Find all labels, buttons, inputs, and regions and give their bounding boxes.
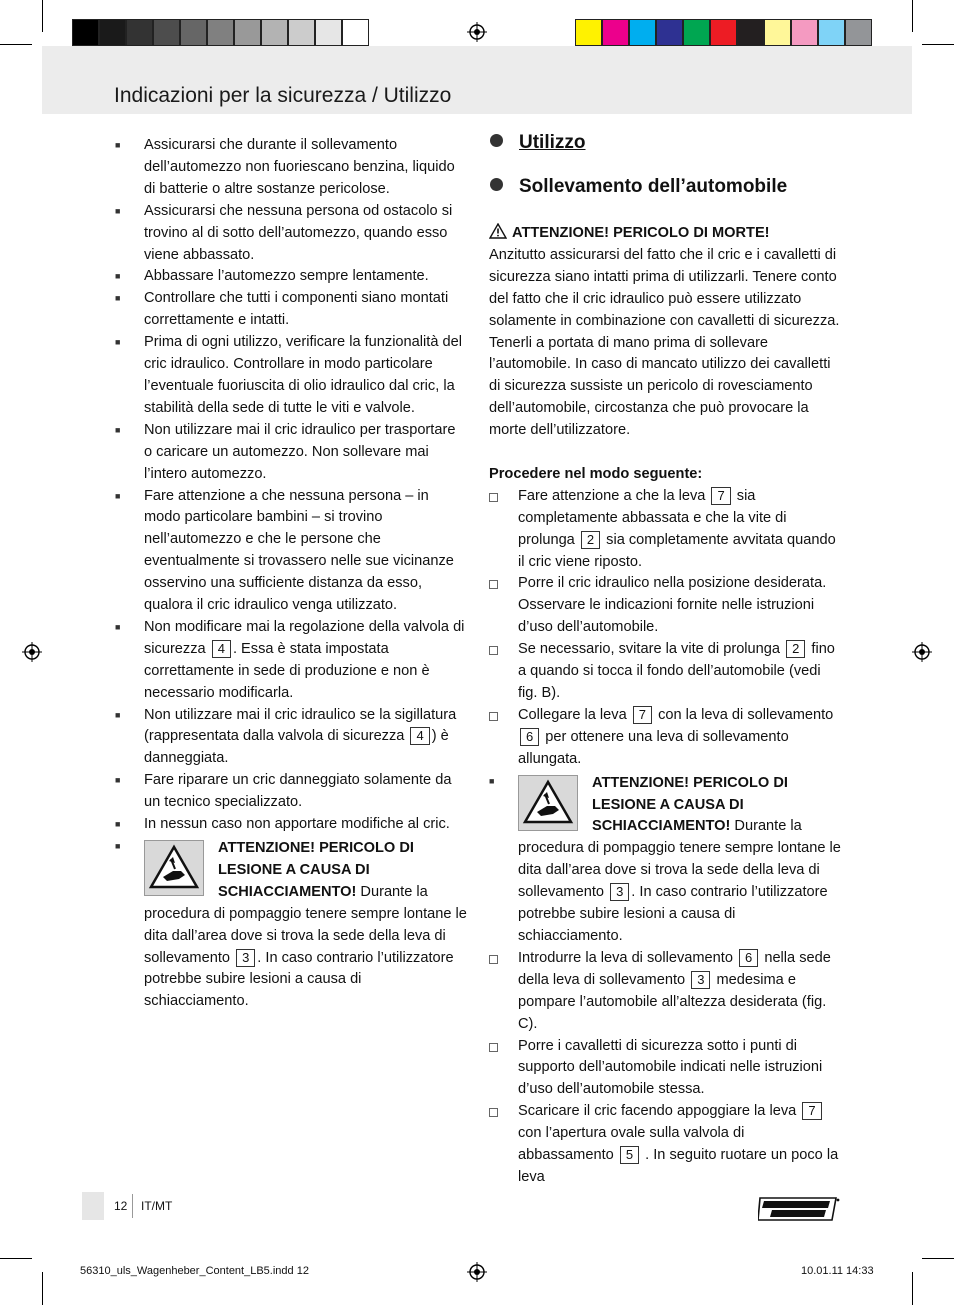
safety-list-item	[115, 201, 467, 267]
square-bullet-icon: ■	[115, 337, 121, 348]
square-bullet-icon: ■	[115, 205, 121, 216]
crop-mark	[0, 44, 32, 45]
step-text: Porre il cric idraulico nella posizione desiderata. Osservare le indicazioni fornite nelle istruzioni d’uso dell’automobile.	[518, 575, 827, 636]
right-column	[489, 223, 841, 1189]
color-swatch	[737, 19, 764, 46]
ultimate-speed-logo-icon	[758, 1196, 840, 1222]
hand-crush-warning-icon	[518, 775, 578, 831]
checkbox-bullet-icon	[489, 646, 498, 655]
part-number-ref: 7	[711, 487, 730, 505]
square-bullet-icon: ■	[115, 424, 121, 435]
item-text: Abbassare l’automezzo sempre lentamente.	[144, 268, 429, 285]
page-number-tab	[82, 1192, 104, 1220]
warning-title: ATTENZIONE! PERICOLO DI LESIONE A CAUSA DI SCHIACCIAMENTO!	[592, 774, 788, 835]
color-swatch	[72, 19, 99, 46]
part-number-ref: 7	[633, 706, 652, 724]
grayscale-color-bar	[72, 19, 369, 46]
warning-text: Durante la procedura di pompaggio tenere sempre lontane le dita dall’area dove si trova la sede della leva di sollevamento	[518, 818, 841, 901]
crush-warning-item	[489, 771, 841, 948]
part-number-ref: 3	[610, 883, 629, 901]
section-heading-utilizzo: Utilizzo	[490, 132, 586, 154]
step-text: con la leva di sollevamento	[658, 706, 834, 723]
registration-mark-icon	[912, 642, 932, 662]
step-text: sia completamente avvitata quando il cric viene riposto.	[518, 531, 836, 570]
step-text: Porre i cavalletti di sicurezza sotto i punti di supporto dell’automobile indicati nelle istruzioni d’uso dell’automobile stessa.	[518, 1037, 823, 1098]
safety-list-item	[115, 288, 467, 332]
step-text: per ottenere una leva di sollevamento allungata.	[518, 728, 789, 767]
checkbox-bullet-icon	[489, 712, 498, 721]
square-bullet-icon: ■	[115, 775, 121, 786]
step-text: Scaricare il cric facendo appoggiare la leva	[518, 1103, 797, 1120]
registration-mark-icon	[467, 1262, 487, 1282]
color-swatch	[99, 19, 126, 46]
checkbox-bullet-icon	[489, 1108, 498, 1117]
color-swatch	[656, 19, 683, 46]
crop-mark	[42, 0, 43, 32]
color-swatch	[845, 19, 872, 46]
color-swatch	[288, 19, 315, 46]
procedure-step	[489, 948, 841, 1036]
warning-title: ATTENZIONE! PERICOLO DI LESIONE A CAUSA DI SCHIACCIAMENTO!	[218, 840, 414, 900]
item-text: Non utilizzare mai il cric idraulico se la sigillatura (rappresentata dalla valvola di sicurezza	[144, 706, 457, 745]
item-text: . Essa è stata impostata correttamente in sede di produzione e non è necessario modificarla.	[144, 640, 430, 701]
part-number-ref: 4	[212, 640, 231, 658]
step-text: con l’apertura ovale sulla valvola di abbassamento	[518, 1125, 745, 1164]
step-text: medesima e pompare l’automobile all’altezza desiderata (fig. C).	[518, 971, 827, 1032]
safety-list-item	[115, 705, 467, 771]
square-bullet-icon: ■	[115, 621, 121, 632]
slug-timestamp: 10.01.11 14:33	[801, 1265, 874, 1277]
part-number-ref: 2	[581, 531, 600, 549]
page-number: 12	[114, 1199, 128, 1213]
checkbox-bullet-icon	[489, 493, 498, 502]
slug-file-info: 56310_uls_Wagenheber_Content_LB5.indd 12	[80, 1265, 309, 1277]
crush-warning-item	[115, 836, 467, 1013]
part-number-ref: 7	[802, 1102, 821, 1120]
color-swatch	[126, 19, 153, 46]
registration-mark-icon	[467, 22, 487, 42]
part-number-ref: 3	[691, 971, 710, 989]
crop-mark	[912, 1272, 913, 1305]
step-text: Introdurre la leva di sollevamento	[518, 949, 733, 966]
warning-body	[144, 836, 467, 1013]
item-text: Assicurarsi che durante il sollevamento dell’automezzo non fuoriescano benzina, liquido di batterie o altre sostanze pericolose.	[144, 137, 455, 197]
section-bullet-icon	[490, 178, 503, 191]
language-code: IT/MT	[141, 1199, 173, 1213]
color-swatch	[629, 19, 656, 46]
item-text: Prima di ogni utilizzo, verificare la funzionalità del cric idraulico. Controllare in modo particolare l’eventuale fuoriuscita di olio idraulico dal cric, la stabilità della sede di tutte le viti e valvole.	[144, 334, 462, 416]
color-swatch	[315, 19, 342, 46]
safety-list-item	[115, 814, 467, 836]
safety-list-item	[115, 617, 467, 705]
item-text: Assicurarsi che nessuna persona od ostacolo si trovino al di sotto dell’automezzo, quando esso viene abbassato.	[144, 202, 453, 263]
square-bullet-icon: ■	[115, 293, 121, 304]
warning-triangle-icon	[489, 223, 507, 239]
safety-list-item	[115, 770, 467, 814]
crop-mark	[0, 1258, 32, 1259]
safety-list-item	[115, 135, 467, 201]
part-number-ref: 3	[236, 949, 255, 967]
item-text: Non modificare mai la regolazione della valvola di sicurezza	[144, 618, 465, 657]
step-text: . In seguito ruotare un poco la leva	[518, 1147, 839, 1185]
part-number-ref: 4	[410, 727, 429, 745]
warning-text: . In caso contrario l’utilizzatore potrebbe subire lesioni a causa di schiacciamento.	[518, 884, 828, 944]
color-swatch	[234, 19, 261, 46]
checkbox-bullet-icon	[489, 580, 498, 589]
color-swatch	[207, 19, 234, 46]
procedure-step	[489, 573, 841, 639]
color-swatch	[764, 19, 791, 46]
square-bullet-icon: ■	[489, 775, 495, 786]
part-number-ref: 5	[620, 1146, 639, 1164]
item-text: In nessun caso non apportare modifiche al cric.	[144, 816, 450, 833]
step-text: Fare attenzione a che la leva	[518, 487, 706, 504]
warning-body	[518, 771, 841, 948]
part-number-ref: 6	[739, 949, 758, 967]
item-text: Fare riparare un cric danneggiato solamente da un tecnico specializzato.	[144, 772, 452, 811]
square-bullet-icon: ■	[115, 819, 121, 830]
color-swatch	[575, 19, 602, 46]
crush-warning	[489, 771, 841, 948]
procedure-step	[489, 486, 841, 574]
item-text: ) è danneggiata.	[144, 728, 449, 767]
danger-heading: ATTENZIONE! PERICOLO DI MORTE!	[489, 223, 841, 245]
procedure-step	[489, 705, 841, 771]
step-text: Collegare la leva	[518, 706, 627, 723]
color-swatch	[818, 19, 845, 46]
left-column	[115, 135, 467, 1013]
square-bullet-icon: ■	[115, 709, 121, 720]
safety-list-item	[115, 420, 467, 486]
safety-list-item	[115, 486, 467, 617]
color-swatch	[153, 19, 180, 46]
part-number-ref: 6	[520, 728, 539, 746]
item-text: Non utilizzare mai il cric idraulico per trasportare o caricare un automezzo. Non sollevare mai l’intero automezzo.	[144, 421, 456, 482]
square-bullet-icon: ■	[115, 841, 121, 851]
process-color-bar	[575, 19, 872, 46]
warning-text: Durante la procedura di pompaggio tenere sempre lontane le dita dall’area dove si trova la sede della leva di sollevamento	[144, 883, 467, 966]
checkbox-bullet-icon	[489, 1043, 498, 1052]
procedure-steps	[489, 486, 841, 771]
square-bullet-icon: ■	[115, 140, 121, 150]
crop-mark	[922, 44, 954, 45]
safety-list-item	[115, 266, 467, 288]
checkbox-bullet-icon	[489, 955, 498, 964]
safety-list-item	[115, 332, 467, 420]
warning-text: . In caso contrario l’utilizzatore potrebbe subire lesioni a causa di schiacciamento.	[144, 949, 454, 1010]
color-swatch	[683, 19, 710, 46]
danger-text: Anzitutto assicurarsi del fatto che il cric e i cavalletti di sicurezza siano intatti prima di utilizzarli. Tenere conto del fatto che il cric idraulico può essere utilizzato solamente in combinazione con cavalletti di sicurezza. Tenerli a portata di mano prima di sollevare l’automobile. In caso di mancato utilizzo dei cavalletti di sicurezza sussiste un pericolo di rovesciamento dell’automobile, circostanza che può provocare la morte dell’utilizzatore.	[489, 246, 840, 439]
color-swatch	[180, 19, 207, 46]
section-heading-sollevamento: Sollevamento dell’automobile	[490, 176, 787, 198]
color-swatch	[342, 19, 369, 46]
crop-mark	[922, 1258, 954, 1259]
procedure-step	[489, 1036, 841, 1102]
step-text: nella sede della leva di sollevamento	[518, 949, 831, 988]
color-swatch	[602, 19, 629, 46]
color-swatch	[710, 19, 737, 46]
step-text: fino a quando si tocca il fondo dell’automobile (vedi fig. B).	[518, 641, 835, 702]
crop-mark	[42, 1272, 43, 1305]
step-text: Se necessario, svitare la vite di prolunga	[518, 641, 781, 658]
item-text: Controllare che tutti i componenti siano montati correttamente e intatti.	[144, 290, 449, 329]
page-title: Indicazioni per la sicurezza / Utilizzo	[114, 84, 452, 107]
step-text: sia completamente abbassata e che la vite di prolunga	[518, 487, 787, 548]
color-swatch	[261, 19, 288, 46]
square-bullet-icon: ■	[115, 490, 121, 501]
procedure-steps-continued	[489, 948, 841, 1189]
procedure-step	[489, 639, 841, 705]
section-bullet-icon	[490, 134, 503, 147]
square-bullet-icon: ■	[115, 271, 121, 282]
color-swatch	[791, 19, 818, 46]
registration-mark-icon	[22, 642, 42, 662]
hand-crush-warning-icon	[144, 840, 204, 896]
footer-divider	[132, 1194, 133, 1218]
procedure-step	[489, 1101, 841, 1189]
procedure-title: Procedere nel modo seguente:	[489, 465, 703, 482]
crop-mark	[912, 0, 913, 32]
part-number-ref: 2	[786, 640, 805, 658]
item-text: Fare attenzione a che nessuna persona – in modo particolare bambini – si trovino nell’automezzo e che le persone che eventualmente si trovassero nelle sue vicinanze osservino una sufficiente distanza da esso, qualora il cric idraulico venga utilizzato.	[144, 487, 454, 614]
